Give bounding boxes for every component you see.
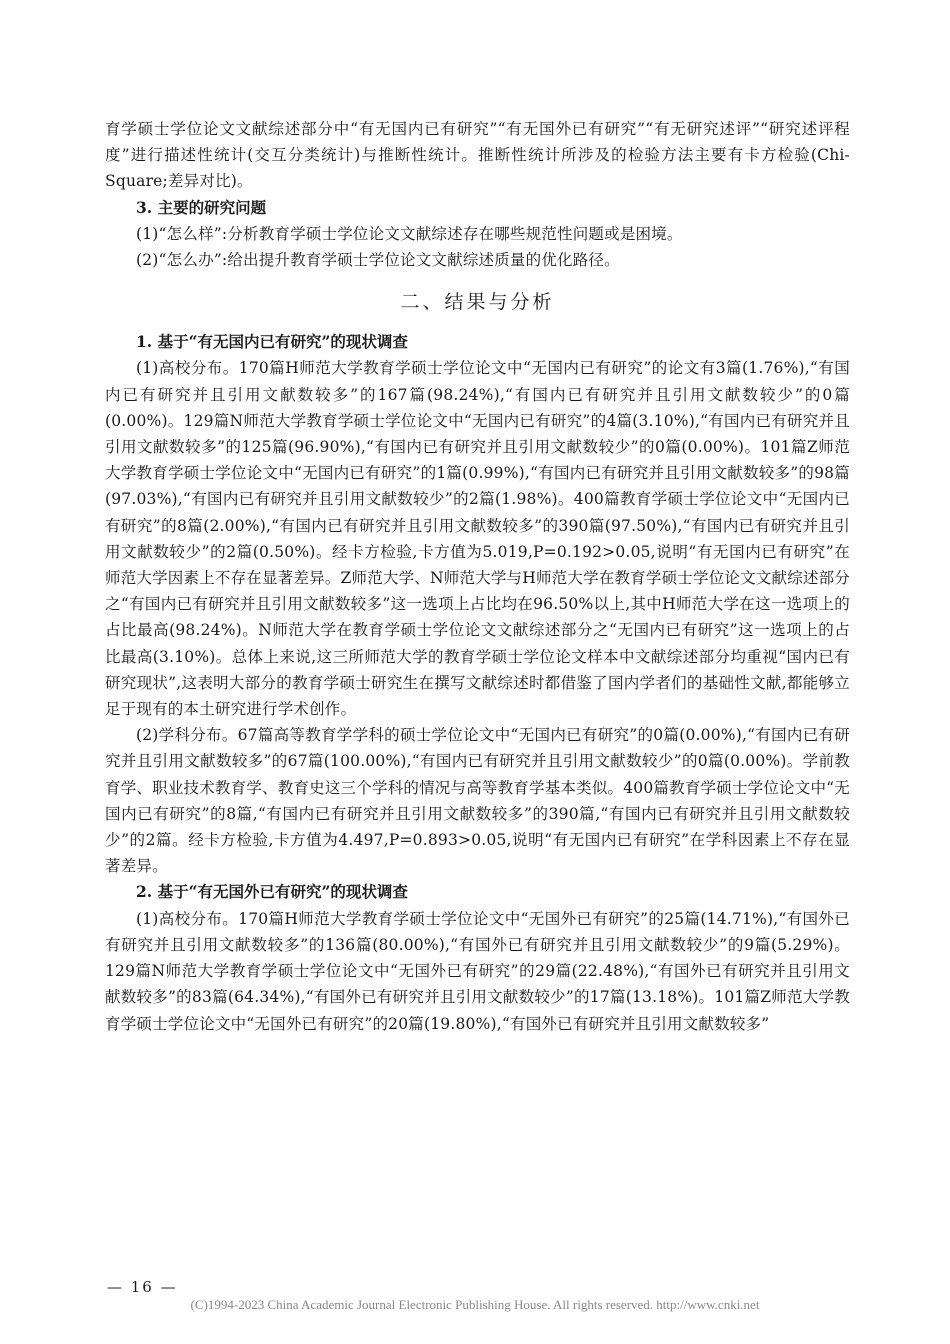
- paragraph-question-2: (2)“怎么办”:给出提升教育学硕士学位论文文献综述质量的优化路径。: [136, 251, 620, 270]
- page-body: [105, 116, 850, 1037]
- paragraph-domestic-university: (1)高校分布。170篇H师范大学教育学硕士学位论文中“无国内已有研究”的论文有3篇(1.76%),“有国内已有研究并且引用文献数较多”的167篇(98.24%),“有国内已有研究并且引用文献数较少”的0篇(0.00%)。129篇N师范大学教育学硕士学位论文中“无国内已有研究”的4篇(3.10%),“有国内已有研究并且引用文献数较多”的125篇(96.90%),“有国内已有研究并且引用文献数较少”的0篇(0.00%)。101篇Z师范大学教育学硕士学位论文中“无国内已有研究”的1篇(0.99%),“有国内已有研究并且引用文献数较多”的98篇(97.03%),“有国内已有研究并且引用文献数较少”的2篇(1.98%)。400篇教育学硕士学位论文中“无国内已有研究”的8篇(2.00%),“有国内已有研究并且引用文献数较多”的390篇(97.50%),“有国内已有研究并且引用文献数较少”的2篇(0.50%)。经卡方检验,卡方值为5.019,P=0.192>0.05,说明“有无国内已有研究”在师范大学因素上不存在显著差异。Z师范大学、N师范大学与H师范大学在教育学硕士学位论文文献综述部分之“有国内已有研究并且引用文献数较多”这一选项上占比均在96.50%以上,其中H师范大学在这一选项上的占比最高(98.24%)。N师范大学在教育学硕士学位论文文献综述部分之“无国内已有研究”这一选项上的占比最高(3.10%)。总体上来说,这三所师范大学的教育学硕士学位论文样本中文献综述部分均重视“国内已有研究现状”,这表明大部分的教育学硕士研究生在撰写文献综述时都借鉴了国内学者们的基础性文献,都能够立足于现有的本土研究进行学术创作。: [105, 359, 850, 719]
- paragraph-question-1: (1)“怎么样”:分析教育学硕士学位论文文献综述存在哪些规范性问题或是困境。: [136, 224, 683, 243]
- copyright-notice: (C)1994-2023 China Academic Journal Electronic Publishing House. All rights reserved. http://www.cnki.net: [190, 1297, 760, 1312]
- heading-domestic-research: 1. 基于“有无国内已有研究”的现状调查: [136, 332, 408, 352]
- paragraph-foreign-university: (1)高校分布。170篇H师范大学教育学硕士学位论文中“无国外已有研究”的25篇(14.71%),“有国外已有研究并且引用文献数较多”的136篇(80.00%),“有国外已有研究并且引用文献数较少”的9篇(5.29%)。129篇N师范大学教育学硕士学位论文中“无国外已有研究”的29篇(22.48%),“有国外已有研究并且引用文献数较多”的83篇(64.34%),“有国外已有研究并且引用文献数较少”的17篇(13.18%)。101篇Z师范大学教育学硕士学位论文中“无国外已有研究”的20篇(19.80%),“有国外已有研究并且引用文献数较多”: [105, 909, 850, 1033]
- paragraph-continued: 育学硕士学位论文文献综述部分中“有无国内已有研究”“有无国外已有研究”“有无研究述评”“研究述评程度”进行描述性统计(交互分类统计)与推断性统计。推断性统计所涉及的检验方法主要有卡方检验(Chi-Square;差异对比)。: [105, 120, 850, 191]
- heading-research-questions: 3. 主要的研究问题: [136, 197, 267, 217]
- page-number: — 16 —: [107, 1278, 178, 1296]
- section-title-results: 二、结果与分析: [400, 291, 555, 314]
- heading-foreign-research: 2. 基于“有无国外已有研究”的现状调查: [136, 882, 408, 902]
- paragraph-domestic-discipline: (2)学科分布。67篇高等教育学学科的硕士学位论文中“无国内已有研究”的0篇(0.00%),“有国内已有研究并且引用文献数较多”的67篇(100.00%),“有国内已有研究并且引用文献数较少”的0篇(0.00%)。学前教育学、职业技术教育学、教育史这三个学科的情况与高等教育学基本类似。400篇教育学硕士学位论文中“无国内已有研究”的8篇,“有国内已有研究并且引用文献数较多”的390篇,“有国内已有研究并且引用文献数较少”的2篇。经卡方检验,卡方值为4.497,P=0.893>0.05,说明“有无国内已有研究”在学科因素上不存在显著差异。: [105, 726, 850, 876]
